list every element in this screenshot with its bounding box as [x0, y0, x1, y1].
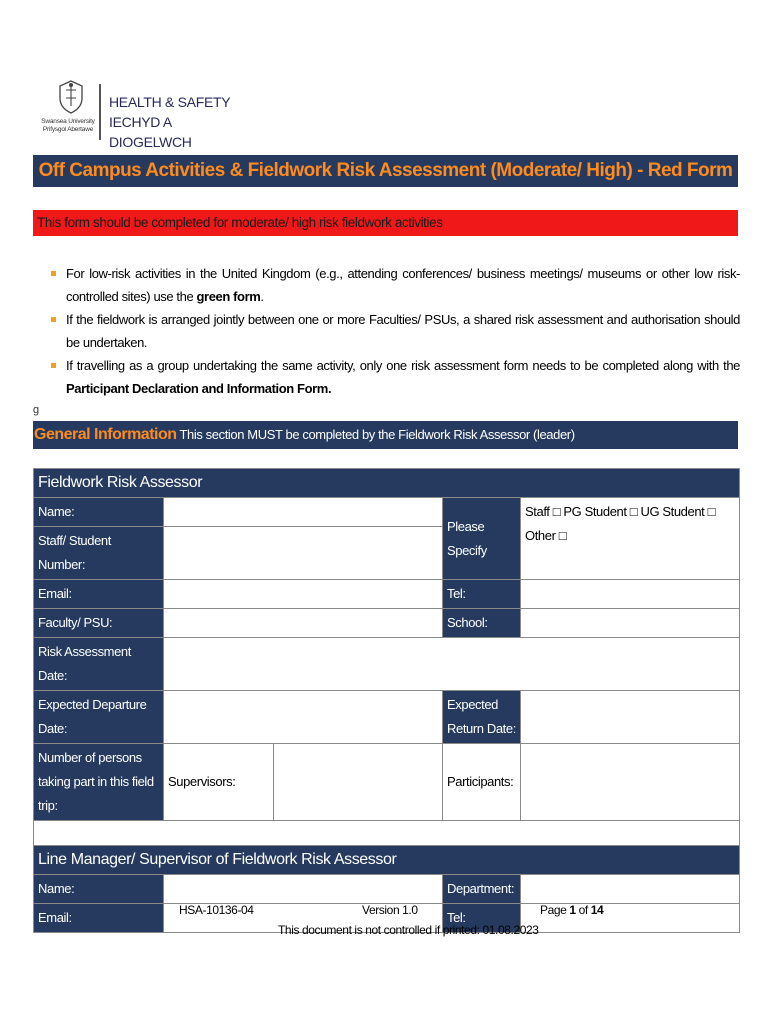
please-specify-label: Please Specify — [443, 498, 521, 580]
departure-field[interactable] — [164, 691, 443, 744]
name-field[interactable] — [164, 498, 443, 527]
persons-label: Number of persons taking part in this field trip: — [34, 744, 164, 821]
return-label: Expected Return Date: — [443, 691, 521, 744]
tel-label: Tel: — [443, 580, 521, 609]
manager-email-label: Email: — [34, 904, 164, 933]
page-number: Page 1 of 14 — [540, 903, 604, 917]
list-item: If travelling as a group undertaking the same activity, only one risk assessment form needs to be completed along with the Participant Declaration and Information Form. — [50, 354, 740, 400]
stray-character: g — [33, 404, 40, 416]
assessor-table — [33, 468, 740, 933]
control-note: This document is not controlled if printed: 01.08.2023 — [278, 923, 539, 937]
participants-field[interactable] — [521, 744, 740, 821]
crest-icon — [58, 80, 84, 114]
email-label: Email: — [34, 580, 164, 609]
role-options[interactable]: Staff □ PG Student □ UG Student □ Other □ — [521, 498, 740, 580]
section-title: General Information — [34, 426, 177, 443]
faculty-field[interactable] — [164, 609, 443, 638]
manager-tel-label: Tel: — [443, 904, 521, 933]
manager-name-label: Name: — [34, 875, 164, 904]
school-field[interactable] — [521, 609, 740, 638]
document-title: Off Campus Activities & Fieldwork Risk Assessment (Moderate/ High) - Red Form — [33, 155, 738, 187]
document-version: Version 1.0 — [362, 903, 418, 917]
document-code: HSA-10136-04 — [179, 903, 254, 917]
email-field[interactable] — [164, 580, 443, 609]
instructions-list — [50, 262, 740, 400]
department-field[interactable] — [521, 875, 740, 904]
departure-label: Expected Departure Date: — [34, 691, 164, 744]
department-label: Department: — [443, 875, 521, 904]
number-label: Staff/ Student Number: — [34, 527, 164, 580]
supervisors-field[interactable] — [274, 744, 443, 821]
logo-divider — [99, 84, 101, 140]
university-logo — [40, 78, 240, 150]
assessor-header: Fieldwork Risk Assessor — [34, 469, 740, 498]
school-label: School: — [443, 609, 521, 638]
university-name: Swansea University Prifysgol Abertawe — [41, 118, 95, 133]
notice-banner: This form should be completed for moderate/ high risk fieldwork activities — [33, 210, 738, 236]
section-subtitle: This section MUST be completed by the Fieldwork Risk Assessor (leader) — [176, 427, 575, 442]
return-field[interactable] — [521, 691, 740, 744]
list-item: If the fieldwork is arranged jointly between one or more Faculties/ PSUs, a shared risk assessment and authorisation should be undertaken. — [50, 308, 740, 354]
faculty-label: Faculty/ PSU: — [34, 609, 164, 638]
department-name: HEALTH & SAFETY IECHYD A DIOGELWCH — [109, 94, 231, 150]
ra-date-label: Risk Assessment Date: — [34, 638, 164, 691]
supervisors-label: Supervisors: — [164, 744, 274, 821]
list-item: For low-risk activities in the United Kingdom (e.g., attending conferences/ business meetings/ museums or other low risk-controlled sites) use the green form. — [50, 262, 740, 308]
participants-label: Participants: — [443, 744, 521, 821]
manager-header: Line Manager/ Supervisor of Fieldwork Risk Assessor — [34, 846, 740, 875]
manager-name-field[interactable] — [164, 875, 443, 904]
name-label: Name: — [34, 498, 164, 527]
tel-field[interactable] — [521, 580, 740, 609]
number-field[interactable] — [164, 527, 443, 580]
spacer-row — [34, 821, 740, 846]
general-information-header — [33, 421, 738, 449]
ra-date-field[interactable] — [164, 638, 740, 691]
